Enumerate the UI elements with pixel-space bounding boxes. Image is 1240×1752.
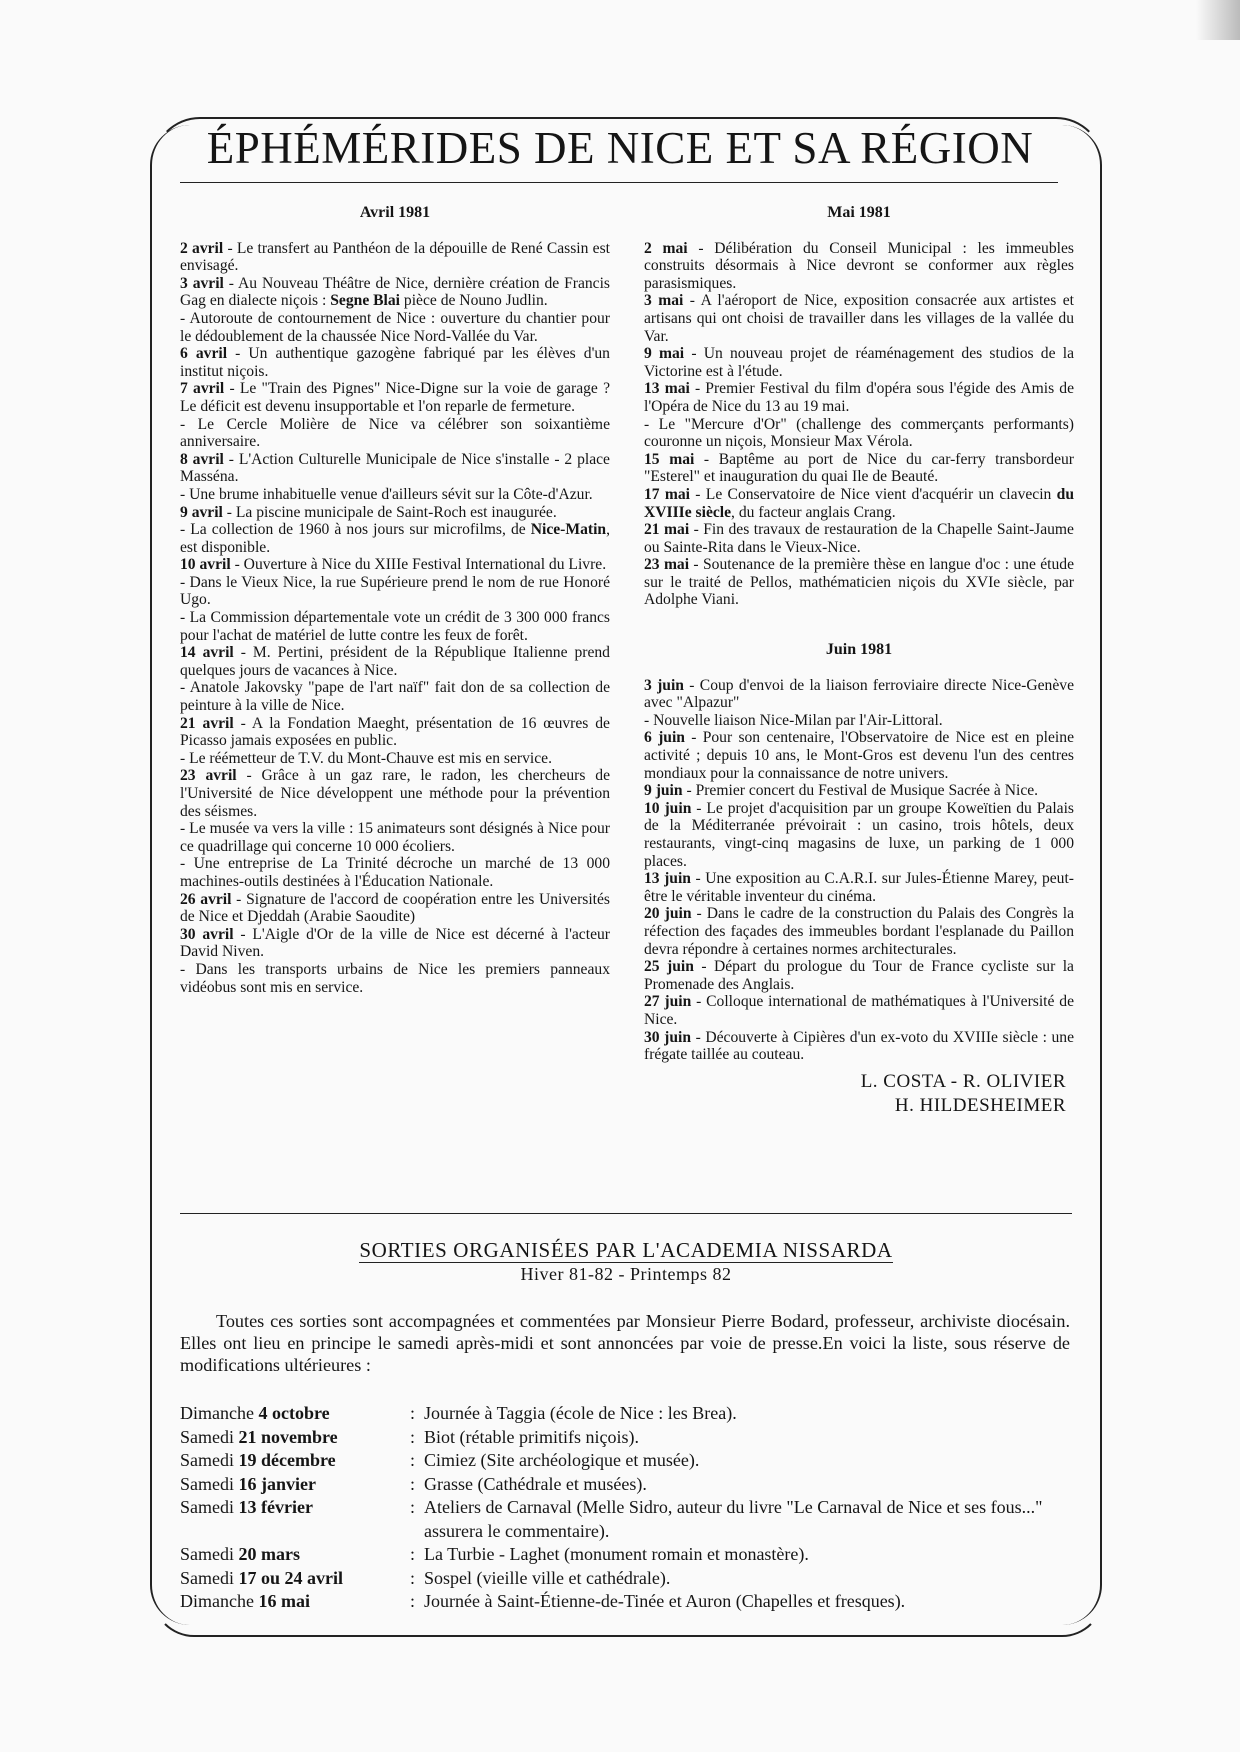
sorties-intro: Toutes ces sorties sont accompagnées et commentées par Monsieur Pierre Bodard, professeur, archiviste diocésain. Elles ont lieu en principe le samedi après-midi et sont annoncées par voie de presse.En voici la liste, sous réserve de modifications ultérieures : <box>180 1311 1070 1375</box>
entry-text: - A la Fondation Maeght, présentation de 16 œuvres de Picasso jamais exposées en public. <box>180 714 610 750</box>
entry-avril <box>180 574 610 609</box>
entry-juin <box>644 1029 1074 1064</box>
entry-avril <box>180 926 610 961</box>
entry-text: - M. Pertini, président de la République Italienne prend quelques jours de vacances à Nice. <box>180 644 610 679</box>
trip-row <box>180 1426 1080 1450</box>
entry-date: 9 juin <box>644 782 683 800</box>
entry-mai <box>644 380 1074 415</box>
entry-text: - Pour son centenaire, l'Observatoire de Nice est en pleine activité ; depuis 10 ans, le Mont-Gros est devenu l'un des centres mondiaux pour la connaissance de notre univers. <box>644 729 1074 782</box>
entry-text: - Signature de l'accord de coopération entre les Universités de Nice et Djeddah (Arabie Saoudite) <box>180 890 610 926</box>
trip-description: Ateliers de Carnaval (Melle Sidro, auteur du livre "Le Carnaval de Nice et ses fous..." assurera le commentaire). <box>424 1497 1043 1541</box>
entry-mai <box>644 486 1074 521</box>
trip-row <box>180 1543 1080 1567</box>
entry-date: 23 mai <box>644 556 690 574</box>
column-mai-juin <box>644 204 1074 1118</box>
trip-description: Journée à Taggia (école de Nice : les Brea). <box>424 1403 737 1423</box>
entry-text: - Une exposition au C.A.R.I. sur Jules-Étienne Marey, peut-être le véritable inventeur du cinéma. <box>644 870 1074 905</box>
entry-juin <box>644 782 1074 800</box>
trip-day: Samedi <box>180 1473 239 1494</box>
entry-mai <box>644 240 1074 293</box>
trip-date-bold: 16 janvier <box>238 1473 316 1494</box>
trip-row <box>180 1496 1080 1543</box>
entry-avril <box>180 750 610 768</box>
entry-date: 9 avril <box>180 503 223 521</box>
entry-avril <box>180 767 610 820</box>
trip-date-bold: 13 février <box>238 1497 313 1517</box>
entry-text: - Soutenance de la première thèse en langue d'oc : une étude sur le traité de Pellos, mathématicien niçois du XVIe siècle, par Adolphe Viani. <box>644 556 1074 609</box>
trip-description: Grasse (Cathédrale et musées). <box>424 1473 647 1494</box>
entry-avril <box>180 380 610 415</box>
entry-juin <box>644 905 1074 958</box>
entry-date: 2 avril <box>180 239 224 257</box>
trip-description: Sospel (vieille ville et cathédrale). <box>424 1567 671 1588</box>
entry-juin <box>644 800 1074 870</box>
juin-entries <box>644 677 1074 1064</box>
trip-separator: : <box>410 1567 416 1588</box>
entry-juin <box>644 870 1074 905</box>
entry-text: - Le Conservatoire de Nice vient d'acquérir un clavecin <box>690 485 1057 503</box>
entry-avril <box>180 556 610 574</box>
title-rule <box>180 182 1058 183</box>
trip-description: Cimiez (Site archéologique et musée). <box>424 1450 700 1470</box>
trip-date-bold: 19 décembre <box>238 1450 336 1470</box>
entry-date: 13 mai <box>644 380 690 398</box>
entry-date: 3 avril <box>180 274 224 292</box>
entry-avril <box>180 609 610 644</box>
entry-mai <box>644 292 1074 345</box>
entry-mai <box>644 416 1074 451</box>
entry-mai <box>644 521 1074 556</box>
sorties-title <box>180 1238 1072 1263</box>
page-edge-shadow <box>1196 0 1240 40</box>
entry-text: - Baptême au port de Nice du car-ferry transbordeur "Esterel" et inauguration du quai Ile de Beauté. <box>644 450 1074 486</box>
entry-text: - Anatole Jakovsky "pape de l'art naïf" fait don de sa collection de peinture à la ville de Nice. <box>180 679 610 715</box>
entry-avril <box>180 644 610 679</box>
entry-date: 21 mai <box>644 521 690 539</box>
entry-text-continued: , est disponible. <box>180 521 610 556</box>
trip-day: Samedi <box>180 1426 239 1447</box>
sorties-title-text: SORTIES ORGANISÉES PAR L'ACADEMIA NISSARDA <box>359 1238 893 1262</box>
trip-separator: : <box>410 1497 416 1517</box>
entry-juin <box>644 958 1074 993</box>
entry-avril <box>180 679 610 714</box>
entry-text: - Départ du prologue du Tour de France cycliste sur la Promenade des Anglais. <box>644 958 1074 993</box>
entry-bold-text: du XVIIIe siècle <box>644 485 1074 521</box>
entry-text: - Le "Mercure d'Or" (challenge des commerçants performants) couronne un niçois, Monsieur Max Vérola. <box>644 415 1074 451</box>
entry-text: - Dans le cadre de la construction du Palais des Congrès la réfection des façades des immeubles bordant l'esplanade du Paillon devra répondre à certaines normes architecturales. <box>644 905 1074 958</box>
entry-avril <box>180 486 610 504</box>
trip-row <box>180 1473 1080 1497</box>
trip-separator: : <box>410 1473 416 1494</box>
entry-text: - Autoroute de contournement de Nice : ouverture du chantier pour le dédoublement de la chaussée Nice Nord-Vallée du Var. <box>180 309 610 345</box>
entry-date: 26 avril <box>180 890 232 908</box>
entry-text: - Une brume inhabituelle venue d'ailleurs sévit sur la Côte-d'Azur. <box>180 485 593 503</box>
entry-text: - Coup d'envoi de la liaison ferroviaire directe Nice-Genève avec "Alpazur" <box>644 676 1074 712</box>
entry-date: 14 avril <box>180 644 234 662</box>
trip-day: Dimanche <box>180 1403 259 1423</box>
entry-mai <box>644 345 1074 380</box>
entry-date: 13 juin <box>644 870 691 888</box>
entry-bold-text: Segne Blai <box>330 292 400 310</box>
page-title: ÉPHÉMÉRIDES DE NICE ET SA RÉGION <box>206 123 1034 173</box>
entry-text: - Grâce à un gaz rare, le radon, les chercheurs de l'Université de Nice développent une méthode pour la prévention des séismes. <box>180 767 610 820</box>
trip-description: La Turbie - Laghet (monument romain et monastère). <box>424 1544 809 1564</box>
entry-text: - L'Aigle d'Or de la ville de Nice est décerné à l'acteur David Niven. <box>180 925 610 961</box>
entry-text: - Le musée va vers la ville : 15 animateurs sont désignés à Nice pour ce quadrillage qui concerne 10 000 écoliers. <box>180 820 610 855</box>
entry-text: - La piscine municipale de Saint-Roch est inaugurée. <box>222 503 557 521</box>
entry-text: - Fin des travaux de restauration de la Chapelle Saint-Jaume ou Sainte-Rita dans le Vieux-Nice. <box>644 521 1074 556</box>
entry-avril <box>180 240 610 275</box>
trip-row <box>180 1449 1080 1473</box>
entry-juin <box>644 712 1074 730</box>
entry-text: - La Commission départementale vote un crédit de 3 300 000 francs pour l'achat de matériel de lutte contre les feux de forêt. <box>180 609 610 644</box>
entry-date: 6 juin <box>644 729 685 747</box>
entry-text: - Le transfert au Panthéon de la dépouille de René Cassin est envisagé. <box>180 239 610 275</box>
trip-day: Samedi <box>180 1497 239 1517</box>
trip-separator: : <box>410 1426 416 1447</box>
trip-date <box>180 1543 410 1567</box>
entry-text: - Nouvelle liaison Nice-Milan par l'Air-Littoral. <box>644 711 943 729</box>
trip-day: Samedi <box>180 1544 239 1564</box>
trips-list <box>180 1402 1080 1614</box>
entry-date: 10 avril <box>180 556 231 574</box>
entry-bold-text: Nice-Matin <box>530 521 607 539</box>
signature-line-2: H. HILDESHEIMER <box>894 1094 1066 1116</box>
entry-text: - Le projet d'acquisition par un groupe Koweïtien du Palais de la Méditerranée prévoirait : un casino, trois hôtels, deux restaurants, vingt-cinq magasins de luxe, un parking de 1 000 places. <box>644 799 1074 870</box>
entry-avril <box>180 275 610 310</box>
entry-juin <box>644 729 1074 782</box>
signature-line-1: L. COSTA - R. OLIVIER <box>860 1070 1066 1092</box>
entry-date: 30 avril <box>180 925 234 943</box>
entry-date: 10 juin <box>644 799 692 817</box>
month-heading-avril: Avril 1981 <box>359 204 431 221</box>
entry-avril <box>180 310 610 345</box>
entry-avril <box>180 961 610 996</box>
trip-date <box>180 1473 410 1497</box>
entry-avril <box>180 820 610 855</box>
entry-date: 6 avril <box>180 345 228 363</box>
avril-entries <box>180 240 610 997</box>
trip-date <box>180 1449 410 1473</box>
entry-text-continued: , du facteur anglais Crang. <box>731 503 896 521</box>
entry-avril <box>180 855 610 890</box>
trip-date-bold: 17 ou 24 avril <box>238 1567 344 1588</box>
entry-juin <box>644 677 1074 712</box>
entry-date: 8 avril <box>180 450 224 468</box>
entry-text: - A l'aéroport de Nice, exposition consacrée aux artistes et artisans qui ont choisi de travailler dans les villages de la vallée du Var. <box>644 292 1074 345</box>
entry-avril <box>180 345 610 380</box>
trip-date <box>180 1590 410 1614</box>
entry-avril <box>180 715 610 750</box>
entry-text: - Premier Festival du film d'opéra sous l'égide des Amis de l'Opéra de Nice du 13 au 19 mai. <box>644 380 1074 415</box>
entry-text: - Dans les transports urbains de Nice les premiers panneaux vidéobus sont mis en service. <box>180 960 610 996</box>
entry-date: 30 juin <box>644 1028 692 1046</box>
entry-text: - Le réémetteur de T.V. du Mont-Chauve est mis en service. <box>180 749 552 767</box>
entry-text: - L'Action Culturelle Municipale de Nice s'installe - 2 place Masséna. <box>180 450 610 486</box>
entry-juin <box>644 993 1074 1028</box>
entry-text: - Un authentique gazogène fabriqué par les élèves d'un institut niçois. <box>180 345 610 380</box>
trip-date-bold: 4 octobre <box>258 1403 330 1423</box>
mai-entries <box>644 240 1074 609</box>
entry-avril <box>180 416 610 451</box>
entry-text: - Ouverture à Nice du XIIIe Festival International du Livre. <box>230 556 607 574</box>
entry-text: - Premier concert du Festival de Musique Sacrée à Nice. <box>682 782 1039 800</box>
section-divider <box>180 1213 1072 1214</box>
entry-date: 27 juin <box>644 993 692 1011</box>
trip-day: Dimanche <box>180 1591 259 1611</box>
trip-date <box>180 1402 410 1426</box>
trip-row <box>180 1402 1080 1426</box>
trip-separator: : <box>410 1403 416 1423</box>
entry-avril <box>180 521 610 556</box>
trip-date-bold: 16 mai <box>258 1591 310 1611</box>
entry-date: 17 mai <box>644 485 691 503</box>
entry-date: 23 avril <box>180 767 237 785</box>
entry-date: 15 mai <box>644 450 695 468</box>
trip-date-bold: 21 novembre <box>238 1426 338 1447</box>
sorties-subtitle: Hiver 81-82 - Printemps 82 <box>520 1264 732 1284</box>
entry-date: 20 juin <box>644 905 692 923</box>
entry-date: 21 avril <box>180 714 234 732</box>
entry-avril <box>180 891 610 926</box>
trip-separator: : <box>410 1544 416 1564</box>
entry-text: - Colloque international de mathématiques à l'Université de Nice. <box>644 993 1074 1028</box>
trip-row <box>180 1590 1080 1614</box>
entry-text: - Un nouveau projet de réaménagement des studios de la Victorine est à l'étude. <box>644 345 1074 380</box>
trip-separator: : <box>410 1591 416 1611</box>
entry-text: - Découverte à Cipières d'un ex-voto du XVIIIe siècle : une frégate taillée au couteau. <box>644 1028 1074 1064</box>
entry-mai <box>644 451 1074 486</box>
entry-text-continued: pièce de Nouno Judlin. <box>400 292 548 310</box>
entry-date: 3 juin <box>644 676 684 694</box>
trip-date <box>180 1426 410 1450</box>
month-heading-juin: Juin 1981 <box>825 641 893 659</box>
entry-text: - La collection de 1960 à nos jours sur microfilms, de <box>180 521 531 539</box>
trip-date <box>180 1496 410 1543</box>
trip-date-bold: 20 mars <box>238 1544 300 1564</box>
trip-day: Samedi <box>180 1567 239 1588</box>
trip-day: Samedi <box>180 1450 239 1470</box>
entry-avril <box>180 451 610 486</box>
entry-text: - Dans le Vieux Nice, la rue Supérieure prend le nom de rue Honoré Ugo. <box>180 573 610 609</box>
entry-text: - Délibération du Conseil Municipal : les immeubles construits désormais à Nice devront se conformer aux règles parasismiques. <box>644 239 1074 292</box>
entry-date: 9 mai <box>644 345 685 363</box>
entry-date: 7 avril <box>180 380 225 398</box>
trip-description: Journée à Saint-Étienne-de-Tinée et Auron (Chapelles et fresques). <box>424 1591 906 1611</box>
entry-text: - Une entreprise de La Trinité décroche un marché de 13 000 machines-outils destinées à l'Éducation Nationale. <box>180 855 610 890</box>
entry-text: - Le "Train des Pignes" Nice-Digne sur la voie de garage ? Le déficit est devenu insupportable et l'on reparle de fermeture. <box>180 380 610 415</box>
month-heading-mai: Mai 1981 <box>827 204 891 221</box>
entry-text: - Au Nouveau Théâtre de Nice, dernière création de Francis Gag en dialecte niçois : <box>180 274 610 310</box>
trip-row <box>180 1567 1080 1591</box>
trip-separator: : <box>410 1450 416 1470</box>
entry-mai <box>644 556 1074 609</box>
signature <box>644 1070 1074 1118</box>
entry-date: 25 juin <box>644 958 694 976</box>
trip-date <box>180 1567 410 1591</box>
entry-avril <box>180 504 610 522</box>
column-avril <box>180 204 610 996</box>
entry-date: 2 mai <box>644 239 688 257</box>
entry-date: 3 mai <box>644 292 684 310</box>
entry-text: - Le Cercle Molière de Nice va célébrer son soixantième anniversaire. <box>180 415 610 451</box>
trip-description: Biot (rétable primitifs niçois). <box>424 1426 639 1447</box>
